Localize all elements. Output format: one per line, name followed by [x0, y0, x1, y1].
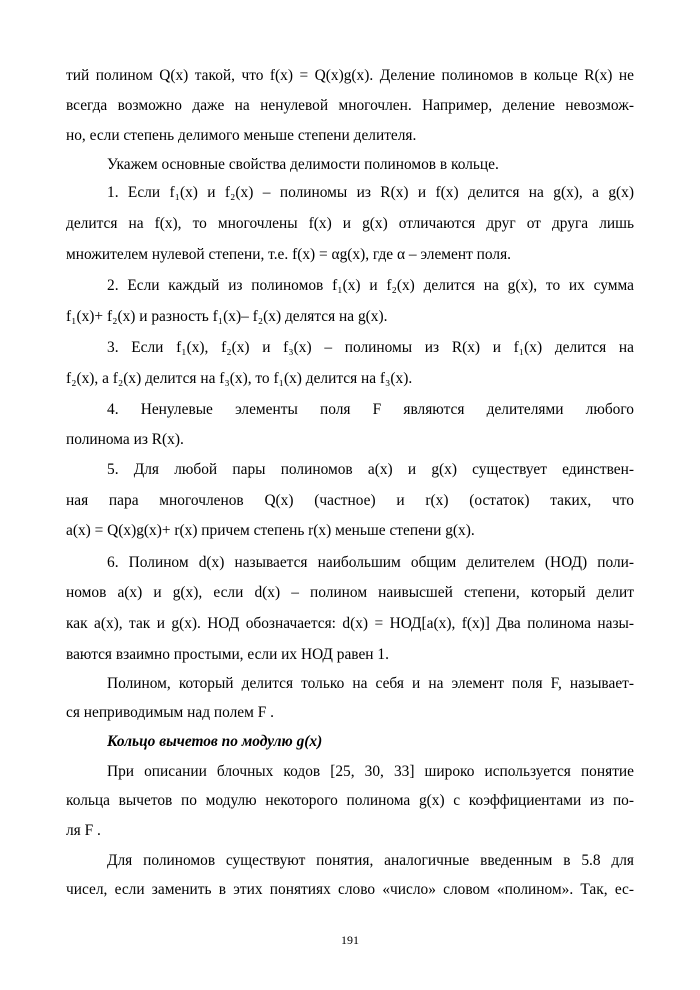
text-line: кольца вычетов по модулю некоторого полинома g(x) с коэффициентами из по-	[66, 792, 634, 809]
text-line: полинома из R(x).	[66, 431, 184, 448]
text-line: ля F .	[66, 822, 101, 839]
text-line: При описании блочных кодов [25, 30, 33] широко используется понятие	[107, 763, 634, 780]
text-line: 3. Если f₁(x), f₂(x) и f₃(x) – полиномы из R(x) и f₁(x) делится на	[107, 339, 634, 356]
text-line: 5. Для любой пары полиномов a(x) и g(x) существует единствен-	[107, 461, 634, 478]
text-line: f₂(x), а f₂(x) делится на f₃(x), то f₁(x) делится на f₃(x).	[66, 370, 413, 387]
text-line: 4. Ненулевые элементы поля F являются делителями любого	[107, 401, 634, 418]
text-line: номов a(x) и g(x), если d(x) – полином наивысшей степени, который делит	[66, 584, 634, 601]
text-line: a(x) = Q(x)g(x)+ r(x) причем степень r(x) меньше степени g(x).	[66, 522, 475, 539]
page-number: 191	[341, 933, 359, 947]
text-line: Полином, который делится только на себя и на элемент поля F, называет-	[107, 675, 634, 692]
text-line: множителем нулевой степени, т.е. f(x) = αg(x), где α – элемент поля.	[66, 246, 511, 263]
text-line: 1. Если f₁(x) и f₂(x) – полиномы из R(x) и f(x) делится на g(x), а g(x)	[107, 184, 634, 201]
text-line: ная пара многочленов Q(x) (частное) и r(x) (остаток) таких, что	[66, 492, 634, 509]
text-line: 2. Если каждый из полиномов f₁(x) и f₂(x) делится на g(x), то их сумма	[107, 277, 634, 294]
section-heading: Кольцо вычетов по модулю g(x)	[107, 733, 323, 750]
text-line: но, если степень делимого меньше степени делителя.	[66, 127, 417, 144]
text-line: 6. Полином d(x) называется наибольшим общим делителем (НОД) поли-	[107, 554, 634, 571]
text-line: f₁(x)+ f₂(x) и разность f₁(x)– f₂(x) делятся на g(x).	[66, 308, 388, 325]
text-line: Для полиномов существуют понятия, аналогичные введенным в 5.8 для	[107, 852, 634, 869]
text-line: чисел, если заменить в этих понятиях слово «число» словом «полином». Так, ес-	[66, 881, 634, 898]
text-line: тий полином Q(x) такой, что f(x) = Q(x)g(x). Деление полиномов в кольце R(x) не	[66, 67, 634, 84]
text-line: всегда возможно даже на ненулевой многочлен. Например, деление невозмож-	[66, 97, 634, 114]
text-line: делится на f(x), то многочлены f(x) и g(x) отличаются друг от друга лишь	[66, 215, 634, 232]
text-line: ваются взаимно простыми, если их НОД равен 1.	[66, 646, 389, 663]
text-line: как a(x), так и g(x). НОД обозначается: d(x) = НОД[a(x), f(x)] Два полинома назы-	[66, 615, 634, 632]
text-line: Укажем основные свойства делимости полиномов в кольце.	[107, 156, 499, 173]
text-line: ся неприводимым над полем F .	[66, 704, 274, 721]
